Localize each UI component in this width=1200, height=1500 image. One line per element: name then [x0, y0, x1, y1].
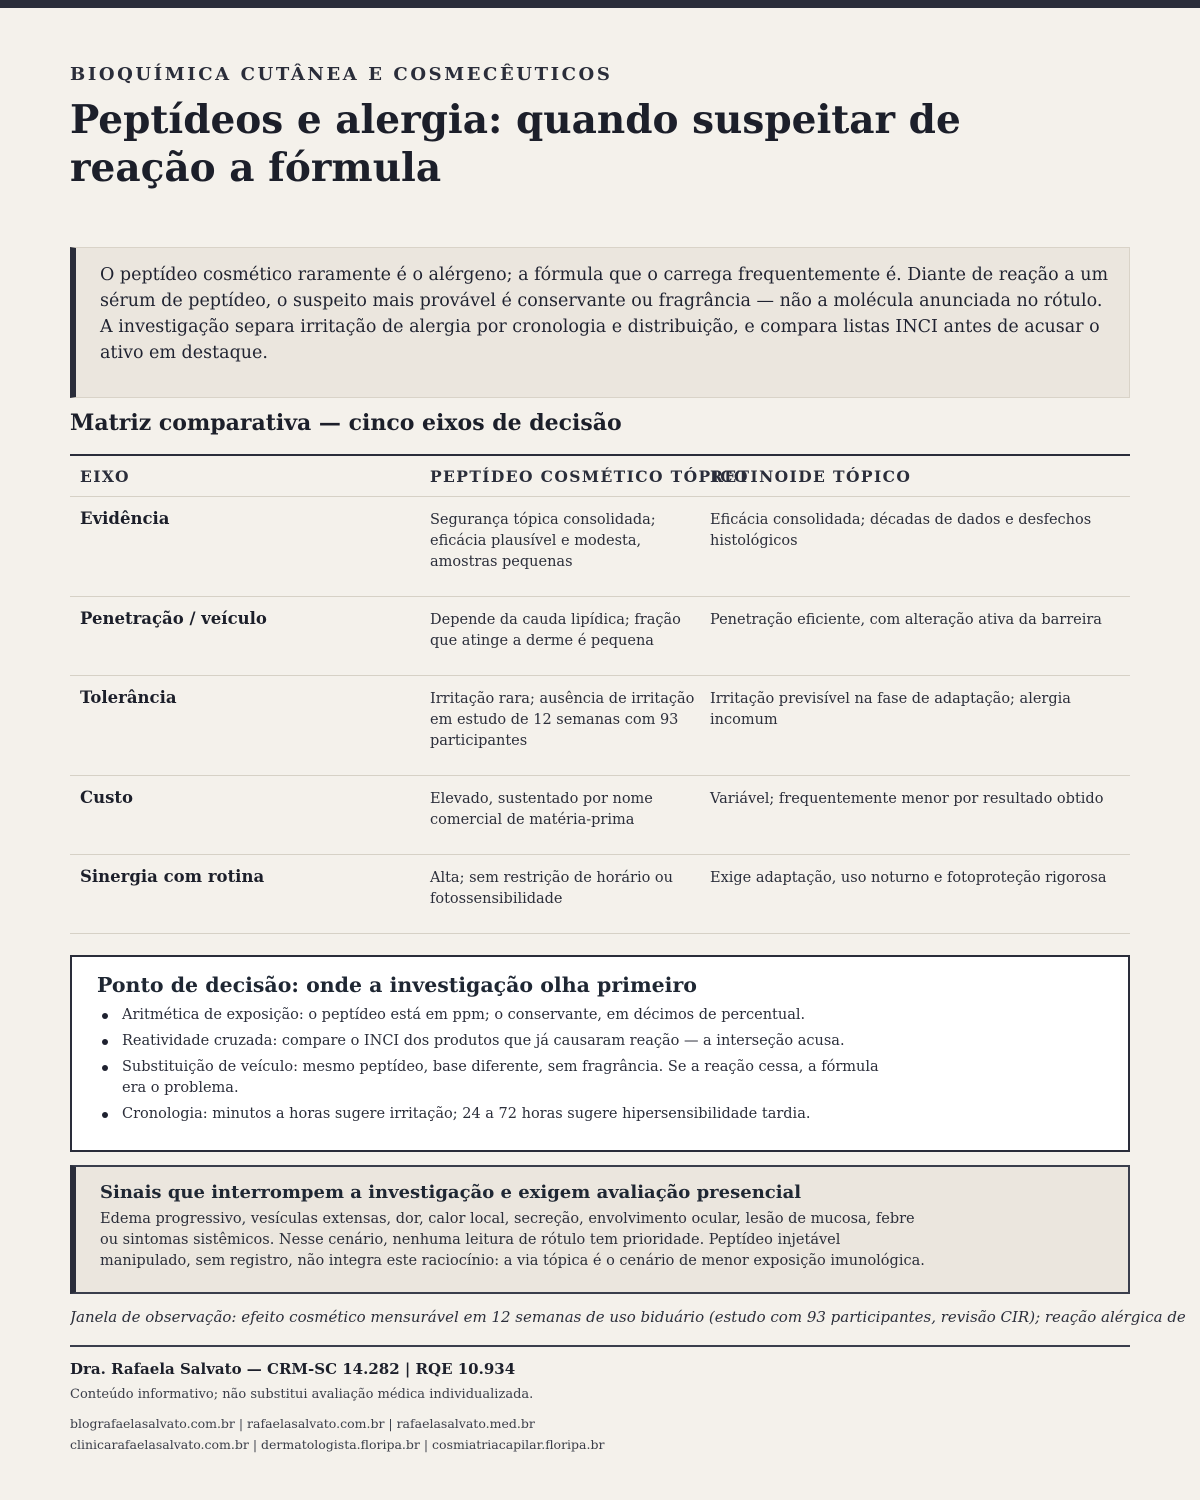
list-item: [97, 1057, 887, 1099]
bullet-icon: [102, 1013, 108, 1019]
row-axis-label: Custo: [80, 788, 134, 807]
footer-links: [70, 1413, 604, 1455]
table-row: [70, 676, 1130, 776]
row-retinoid-cell: Penetração eficiente, com alteração ativa da barreira: [710, 612, 1102, 628]
row-retinoid-cell: Exige adaptação, uso noturno e fotoproteção rigorosa: [710, 870, 1107, 886]
list-item-text: Substituição de veículo: mesmo peptídeo, base diferente, sem fragrância. Se a reação cessa, a fórmula era o problema.: [122, 1059, 879, 1096]
row-peptide-cell: Elevado, sustentado por nome comercial de matéria-prima: [430, 791, 653, 828]
intro-callout: O peptídeo cosmético raramente é o alérgeno; a fórmula que o carrega frequentemente é. Diante de reação a um sérum de peptídeo, o suspeito mais provável é conservante ou fragrância — não a molécula anunciada no rótulo. A investigação separa irritação de alergia por cronologia e distribuição, e compara listas INCI antes de acusar o ativo em destaque.: [70, 247, 1130, 398]
footer-links-line: clinicarafaelasalvato.com.br | dermatologista.floripa.br | cosmiatriacapilar.floripa.br: [70, 1437, 605, 1452]
observation-window-note: Janela de observação: efeito cosmético mensurável em 12 semanas de uso biduário (estudo com 93 participantes, revisão CIR); reação alérgica de: [70, 1308, 1186, 1326]
footer-links-line: blografaelasalvato.com.br | rafaelasalvato.com.br | rafaelasalvato.med.br: [70, 1416, 535, 1431]
warning-body: Edema progressivo, vesículas extensas, dor, calor local, secreção, envolvimento ocular, lesão de mucosa, febre ou sintomas sistêmicos. Nesse cenário, nenhuma leitura de rótulo tem prioridade. Peptídeo injetável manipulado, sem registro, não integra este raciocínio: a via tópica é o cenário de menor exposição imunológica.: [100, 1211, 925, 1269]
bullet-icon: [102, 1112, 108, 1118]
footer-divider: [70, 1345, 1130, 1347]
header-axis: EIXO: [80, 467, 130, 486]
row-peptide-cell: Depende da cauda lipídica; fração que atinge a derme é pequena: [430, 612, 681, 649]
warning-box: [70, 1165, 1130, 1294]
list-item: [97, 1005, 887, 1026]
comparison-table: [70, 454, 1130, 934]
row-axis-label: Tolerância: [80, 688, 177, 707]
row-peptide-cell: Irritação rara; ausência de irritação em estudo de 12 semanas com 93 participantes: [430, 691, 695, 749]
row-peptide-cell: Alta; sem restrição de horário ou fotossensibilidade: [430, 870, 674, 907]
decision-box: [70, 955, 1130, 1152]
bullet-icon: [102, 1065, 108, 1071]
author-credit: Dra. Rafaela Salvato — CRM-SC 14.282 | RQE 10.934: [70, 1360, 516, 1378]
section-eyebrow: BIOQUÍMICA CUTÂNEA E COSMECÊUTICOS: [70, 64, 613, 85]
table-row: [70, 597, 1130, 676]
row-retinoid-cell: Eficácia consolidada; décadas de dados e desfechos histológicos: [710, 512, 1092, 549]
row-retinoid-cell: Variável; frequentemente menor por resultado obtido: [710, 791, 1104, 807]
list-item-text: Reatividade cruzada: compare o INCI dos produtos que já causaram reação — a interseção acusa.: [122, 1033, 845, 1049]
table-row: [70, 776, 1130, 855]
header-retinoid: RETINOIDE TÓPICO: [710, 467, 912, 486]
table-header: [70, 456, 1130, 497]
disclaimer: Conteúdo informativo; não substitui avaliação médica individualizada.: [70, 1387, 534, 1402]
list-item-text: Cronologia: minutos a horas sugere irritação; 24 a 72 horas sugere hipersensibilidade tardia.: [122, 1106, 811, 1122]
matrix-title: Matriz comparativa — cinco eixos de decisão: [70, 410, 622, 436]
list-item: [97, 1031, 887, 1052]
list-item-text: Aritmética de exposição: o peptídeo está em ppm; o conservante, em décimos de percentual.: [122, 1007, 806, 1023]
decision-title: Ponto de decisão: onde a investigação olha primeiro: [97, 973, 697, 997]
decision-list: [97, 1005, 1104, 1125]
bullet-icon: [102, 1039, 108, 1045]
warning-title: Sinais que interrompem a investigação e exigem avaliação presencial: [100, 1182, 802, 1203]
row-peptide-cell: Segurança tópica consolidada; eficácia plausível e modesta, amostras pequenas: [430, 512, 656, 570]
row-axis-label: Sinergia com rotina: [80, 867, 265, 886]
list-item: [97, 1104, 887, 1125]
row-axis-label: Penetração / veículo: [80, 609, 267, 628]
row-axis-label: Evidência: [80, 509, 170, 528]
table-row: [70, 497, 1130, 597]
row-retinoid-cell: Irritação previsível na fase de adaptação; alergia incomum: [710, 691, 1071, 728]
top-accent-bar: [0, 0, 1200, 8]
page-title: Peptídeos e alergia: quando suspeitar de reação a fórmula: [70, 97, 961, 191]
header-peptide: PEPTÍDEO COSMÉTICO TÓPICO: [430, 467, 749, 486]
table-row: [70, 855, 1130, 934]
